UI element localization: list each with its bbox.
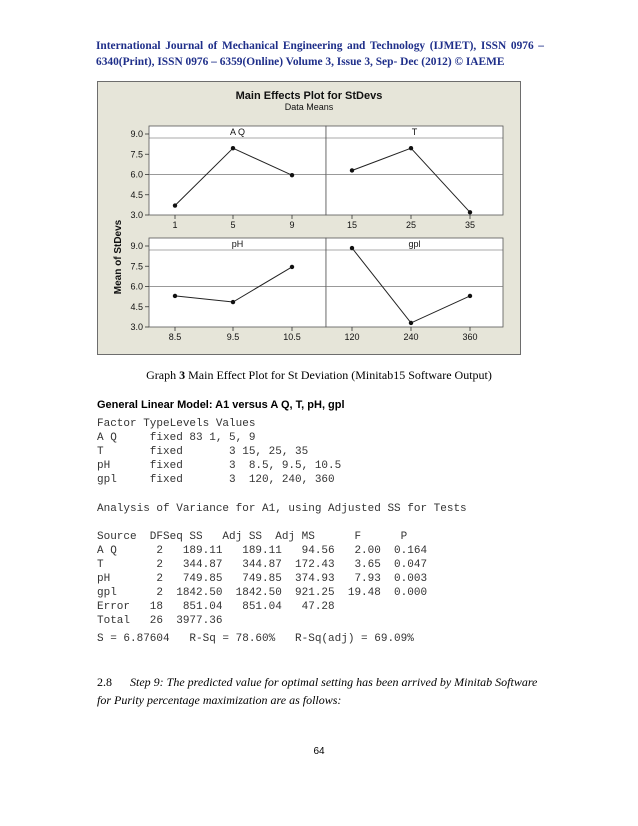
data-point xyxy=(350,168,354,172)
journal-header-line-1: International Journal of Mechanical Engineering and Technology (IJMET), ISSN 0976 – xyxy=(96,40,544,52)
caption-prefix: Graph xyxy=(146,368,180,382)
data-point xyxy=(409,146,413,150)
data-point xyxy=(468,294,472,298)
data-point xyxy=(290,265,294,269)
factor-table-line: T fixed 3 15, 25, 35 xyxy=(97,446,309,458)
y-tick-label: 4.5 xyxy=(130,189,143,200)
y-tick-label: 6.0 xyxy=(130,281,143,292)
panel-label: A Q xyxy=(229,127,246,137)
x-tick-label: 25 xyxy=(405,220,417,230)
data-point xyxy=(468,210,472,214)
panel-frame xyxy=(326,238,503,327)
journal-header xyxy=(96,38,544,70)
data-point xyxy=(350,246,354,250)
data-point xyxy=(173,294,177,298)
factor-table-line: pH fixed 3 8.5, 9.5, 10.5 xyxy=(97,460,342,472)
step-text: Step 9: The predicted value for optimal setting has been arrived by Minitab Software for Purity percentage maximization are as follows: xyxy=(97,675,538,707)
anova-table xyxy=(97,502,467,628)
chart-subtitle: Data Means xyxy=(284,102,334,112)
fit-statistics: S = 6.87604 R-Sq = 78.60% R-Sq(adj) = 69.09% xyxy=(97,633,414,645)
anova-table-line: Analysis of Variance for A1, using Adjusted SS for Tests xyxy=(97,503,467,515)
x-tick-label: 8.5 xyxy=(168,332,182,342)
y-tick-label: 9.0 xyxy=(130,241,143,251)
panel-label: pH xyxy=(231,239,244,249)
anova-table-line: T 2 344.87 344.87 172.43 3.65 0.047 xyxy=(97,559,428,571)
chart-title: Main Effects Plot for StDevs xyxy=(235,90,383,102)
x-tick-label: 120 xyxy=(344,332,360,342)
anova-table-line: Source DFSeq SS Adj SS Adj MS F P xyxy=(97,531,408,543)
x-tick-label: 1 xyxy=(172,220,178,230)
anova-table-line: pH 2 749.85 749.85 374.93 7.93 0.003 xyxy=(97,573,428,585)
step-paragraph xyxy=(97,673,545,709)
caption-text: Main Effect Plot for St Deviation (Minitab15 Software Output) xyxy=(185,368,492,382)
factor-table-line: Factor TypeLevels Values xyxy=(97,418,256,430)
y-tick-label: 4.5 xyxy=(130,301,143,312)
anova-table-line: A Q 2 189.11 189.11 94.56 2.00 0.164 xyxy=(97,545,428,557)
y-axis-label: Mean of StDevs xyxy=(113,219,124,295)
x-tick-label: 9 xyxy=(289,220,295,230)
section-title: General Linear Model: A1 versus A Q, T, pH, gpl xyxy=(97,399,345,411)
factor-table xyxy=(97,417,341,487)
y-tick-label: 9.0 xyxy=(130,129,143,139)
y-tick-label: 3.0 xyxy=(130,322,143,332)
y-tick-label: 6.0 xyxy=(130,169,143,180)
data-point xyxy=(173,203,177,207)
anova-table-line: gpl 2 1842.50 1842.50 921.25 19.48 0.000 xyxy=(97,587,428,599)
panel-frame xyxy=(149,238,326,327)
data-point xyxy=(231,146,235,150)
anova-table-line: Error 18 851.04 851.04 47.28 xyxy=(97,601,335,613)
panel-frame xyxy=(149,126,326,215)
journal-header-line-2: 6340(Print), ISSN 0976 – 6359(Online) Volume 3, Issue 3, Sep- Dec (2012) © IAEME xyxy=(96,56,505,68)
x-tick-label: 360 xyxy=(462,332,478,342)
anova-table-line: Total 26 3977.36 xyxy=(97,615,223,627)
x-tick-label: 15 xyxy=(346,220,358,230)
y-tick-label: 7.5 xyxy=(130,149,143,160)
data-point xyxy=(290,173,294,177)
data-point xyxy=(409,321,413,325)
factor-table-line: gpl fixed 3 120, 240, 360 xyxy=(97,474,335,486)
x-tick-label: 10.5 xyxy=(283,332,301,342)
x-tick-label: 35 xyxy=(464,220,476,230)
page-number: 64 xyxy=(313,746,325,757)
caption-number: 3 xyxy=(179,368,186,382)
x-tick-label: 9.5 xyxy=(226,332,240,342)
x-tick-label: 5 xyxy=(230,220,236,230)
panel-label: T xyxy=(411,127,418,137)
data-point xyxy=(231,300,235,304)
main-effects-plot xyxy=(97,81,521,355)
y-tick-label: 3.0 xyxy=(130,210,143,220)
step-number: 2.8 xyxy=(97,675,112,689)
factor-table-line: A Q fixed 83 1, 5, 9 xyxy=(97,432,256,444)
panel-label: gpl xyxy=(408,239,421,249)
x-tick-label: 240 xyxy=(403,332,419,342)
figure-caption xyxy=(0,368,638,383)
main-effects-plot-svg xyxy=(98,82,520,354)
y-tick-label: 7.5 xyxy=(130,261,143,272)
